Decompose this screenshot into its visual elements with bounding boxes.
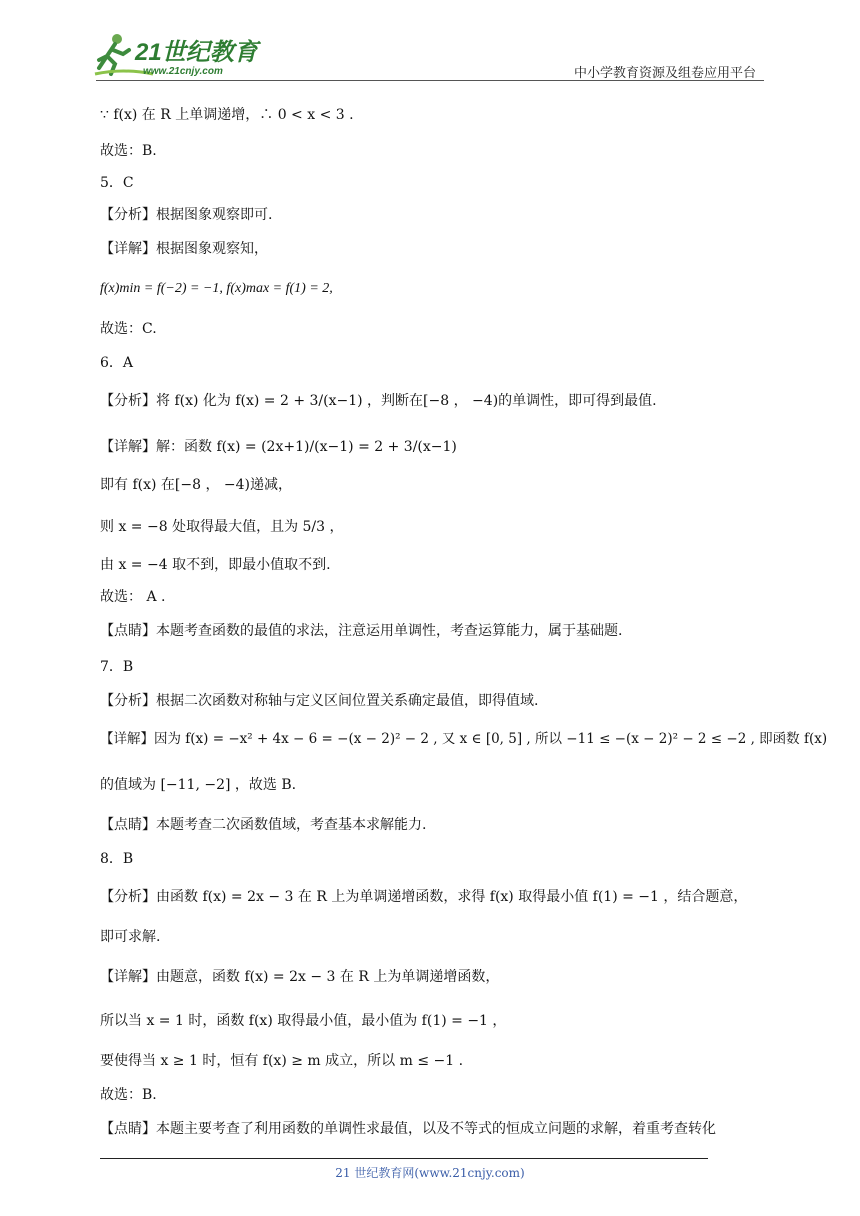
analysis-line: 【分析】根据图象观察即可. [100,207,273,223]
text-line: 即有 f(x) 在[−8 ， −4)递减， [100,477,293,493]
comment-line: 【点睛】本题考查函数的最值的求法，注意运用单调性，考查运算能力，属于基础题. [100,623,623,639]
comment-line: 【点睛】本题主要考查了利用函数的单调性求最值，以及不等式的恒成立问题的求解，着重考查转化 [100,1121,716,1137]
text-line: 故选： A . [100,589,166,605]
text-line: 故选：B. [100,143,157,159]
answer-number: 7．B [100,659,134,675]
comment-line: 【点睛】本题考查二次函数值域，考查基本求解能力. [100,817,427,833]
text-line: 要使得当 x ≥ 1 时，恒有 f(x) ≥ m 成立，所以 m ≤ −1 . [100,1053,464,1069]
answer-number: 8．B [100,851,134,867]
footer-divider [100,1158,708,1159]
detail-line: 【详解】因为 f(x) = −x² + 4x − 6 = −(x − 2)² − 2 , 又 x ∈ [0, 5] , 所以 −11 ≤ −(x − 2)² − 2 ≤ −2 , 即函数 f(x) [100,731,828,747]
answer-number: 5．C [100,175,134,191]
text-line: 的值域为 [−11, −2] ，故选 B. [100,777,297,793]
header-divider [96,80,764,81]
text-line: ∵ f(x) 在 R 上单调递增，∴ 0 < x < 3 . [100,107,354,123]
analysis-line: 【分析】由函数 f(x) = 2x − 3 在 R 上为单调递增函数，求得 f(x) 取得最小值 f(1) = −1 ，结合题意， [100,889,748,905]
text-line: 由 x = −4 取不到，即最小值取不到. [100,557,331,573]
answer-number: 6．A [100,355,134,371]
text-line: 故选：C. [100,321,157,337]
formula-line: f(x)min = f(−2) = −1, f(x)max = f(1) = 2, [100,281,333,296]
site-logo [93,30,263,78]
detail-line: 【详解】解：函数 f(x) = (2x+1)/(x−1) = 2 + 3/(x−1) [100,439,457,455]
text-line: 所以当 x = 1 时，函数 f(x) 取得最小值，最小值为 f(1) = −1 ， [100,1013,507,1029]
footer-text: 21 世纪教育网(www.21cnjy.com) [335,1166,525,1180]
analysis-line: 【分析】将 f(x) 化为 f(x) = 2 + 3/(x−1) ，判断在[−8 ， −4)的单调性，即可得到最值. [100,393,657,409]
detail-line: 【详解】根据图象观察知， [100,241,268,257]
text-line: 即可求解. [100,929,161,945]
text-line: 则 x = −8 处取得最大值，且为 5/3 ， [100,519,344,535]
detail-line: 【详解】由题意，函数 f(x) = 2x − 3 在 R 上为单调递增函数， [100,969,500,985]
text-line: 故选：B. [100,1087,157,1103]
analysis-line: 【分析】根据二次函数对称轴与定义区间位置关系确定最值，即得值域. [100,693,539,709]
platform-name: 中小学教育资源及组卷应用平台 [573,66,756,81]
logo-text: 21世纪教育 [135,39,258,66]
logo-url: www.21cnjy.com [143,66,223,77]
